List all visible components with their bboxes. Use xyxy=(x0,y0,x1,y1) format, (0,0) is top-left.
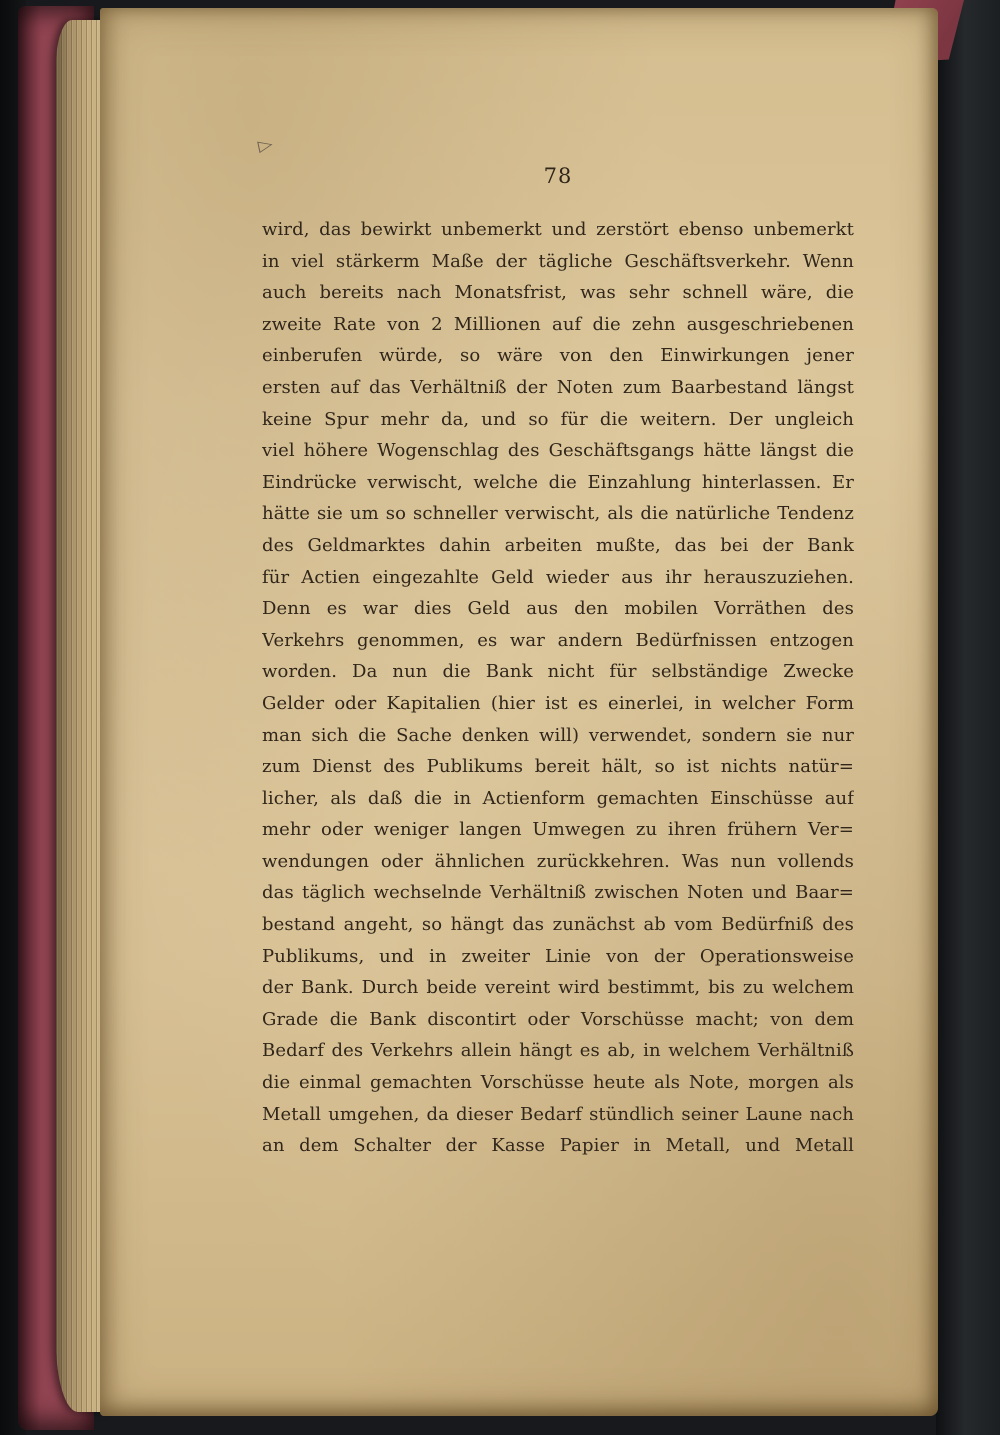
text-line: wird, das bewirkt unbemerkt und zerstört ebenso unbemerkt xyxy=(262,219,854,240)
text-line: Gelder oder Kapitalien (hier ist es einerlei, in welcher Form xyxy=(262,692,854,714)
text-line: für Actien eingezahlte Geld wieder aus ihr herauszuziehen. xyxy=(262,566,854,588)
text-line: auch bereits nach Monatsfrist, was sehr schnell wäre, die xyxy=(262,282,854,304)
text-line: des Geldmarktes dahin arbeiten mußte, das bei der Bank xyxy=(262,534,854,556)
text-line: Metall umgehen, da dieser Bedarf stündlich seiner Laune nach xyxy=(262,1103,854,1125)
text-line: bestand angeht, so hängt das zunächst ab vom Bedürfniß des xyxy=(262,914,854,936)
text-line: Eindrücke verwischt, welche die Einzahlung hinterlassen. Er xyxy=(262,471,854,493)
text-line: worden. Da nun die Bank nicht für selbständige Zwecke xyxy=(262,661,854,683)
text-line: licher, als daß die in Actienform gemachten Einschüsse auf xyxy=(262,787,854,809)
text-line: Denn es war dies Geld aus den mobilen Vorräthen des xyxy=(262,598,854,620)
text-line: man sich die Sache denken will) verwendet, sondern sie nur xyxy=(262,724,854,746)
text-line: viel höhere Wogenschlag des Geschäftsgangs hätte längst die xyxy=(262,440,854,462)
text-line: Verkehrs genommen, es war andern Bedürfnissen entzogen xyxy=(262,629,854,651)
text-line: Grade die Bank discontirt oder Vorschüsse macht; von dem xyxy=(262,1008,854,1030)
text-line: zum Dienst des Publikums bereit hält, so ist nichts natür= xyxy=(262,756,854,778)
text-line: mehr oder weniger langen Umwegen zu ihren frühern Ver= xyxy=(262,819,854,841)
text-line: wendungen oder ähnlichen zurückkehren. Was nun vollends xyxy=(262,850,854,872)
page-number: 78 xyxy=(543,164,573,188)
text-line: die einmal gemachten Vorschüsse heute als Note, morgen als xyxy=(262,1072,854,1094)
text-line: Publikums, und in zweiter Linie von der Operationsweise xyxy=(262,945,854,967)
text-line: Bedarf des Verkehrs allein hängt es ab, in welchem Verhältniß xyxy=(262,1040,854,1062)
text-line: keine Spur mehr da, und so für die weitern. Der ungleich xyxy=(262,408,854,430)
background-right xyxy=(936,0,1000,1435)
text-line: in viel stärkerm Maße der tägliche Geschäftsverkehr. Wenn xyxy=(262,250,854,272)
text-block xyxy=(262,214,854,1162)
text-line: zweite Rate von 2 Millionen auf die zehn ausgeschriebenen xyxy=(262,313,854,335)
text-line: der Bank. Durch beide vereint wird bestimmt, bis zu welchem xyxy=(262,977,854,999)
book-page xyxy=(100,8,938,1416)
text-line: an dem Schalter der Kasse Papier in Metall, und Metall xyxy=(262,1135,854,1157)
text-line: das täglich wechselnde Verhältniß zwischen Noten und Baar= xyxy=(262,882,854,904)
text-line: einberufen würde, so wäre von den Einwirkungen jener xyxy=(262,345,854,367)
margin-mark: ▷ xyxy=(256,134,275,156)
text-line: ersten auf das Verhältniß der Noten zum Baarbestand längst xyxy=(262,376,854,398)
text-line: hätte sie um so schneller verwischt, als die natürliche Tendenz xyxy=(262,503,854,525)
